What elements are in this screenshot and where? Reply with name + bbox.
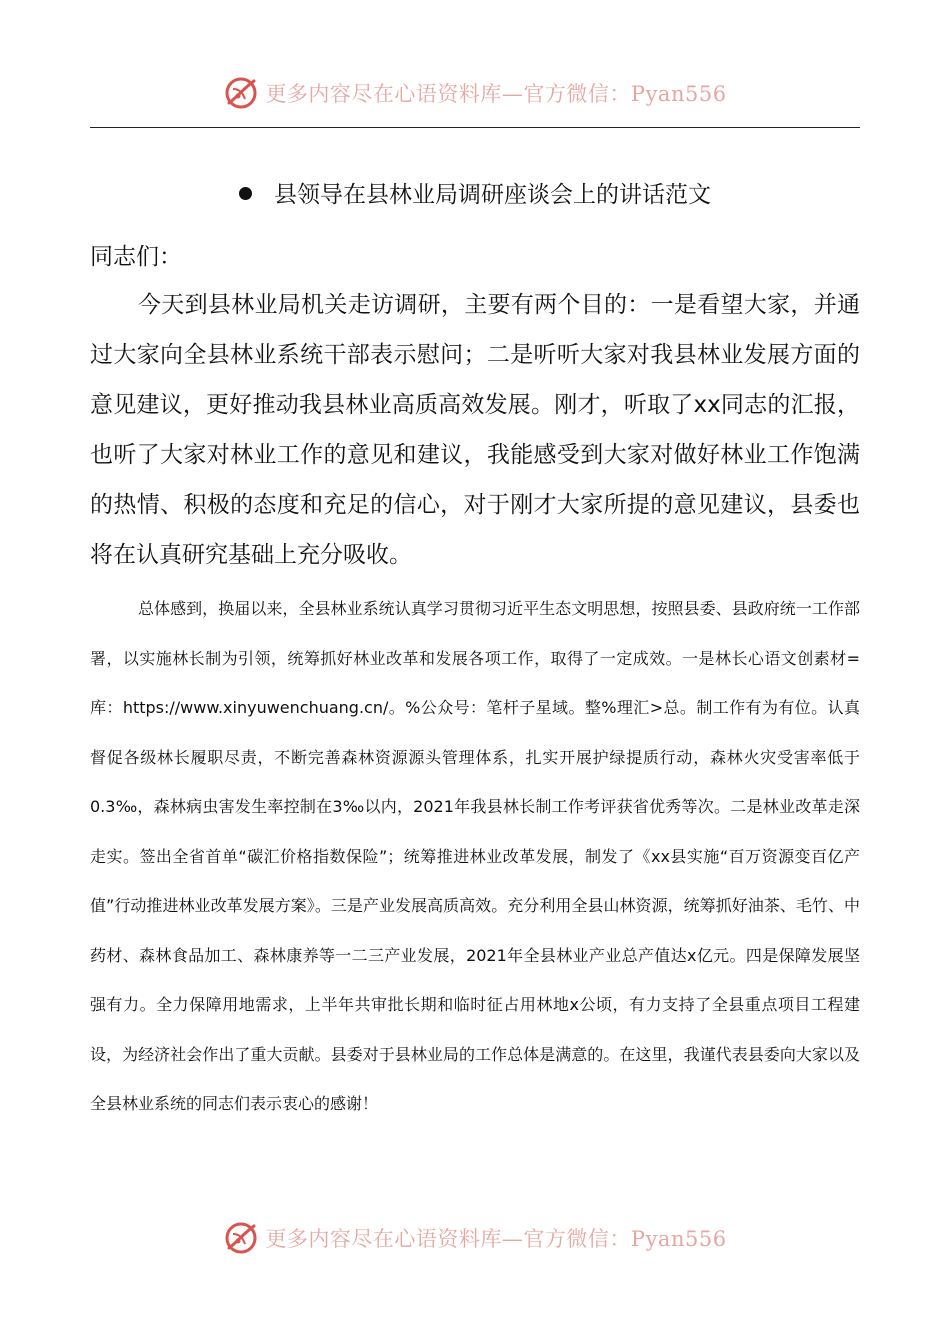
salutation: 同志们： xyxy=(90,244,182,270)
header-watermark xyxy=(0,71,950,115)
watermark-text: 更多内容尽在心语资料库—官方微信：Pyan556 xyxy=(265,1227,727,1251)
document-title: 县领导在县林业局调研座谈会上的讲话范文 xyxy=(274,182,711,208)
bullet-icon xyxy=(239,187,252,200)
brush-logo-icon xyxy=(223,75,259,111)
brush-logo-icon xyxy=(223,1220,259,1256)
footer-watermark xyxy=(0,1216,950,1260)
header-divider xyxy=(90,127,860,128)
paragraph-summary: 总体感到，换届以来，全县林业系统认真学习贯彻习近平生态文明思想，按照县委、县政府统一工作部署，以实施林长制为引领，统筹抓好林业改革和发展各项工作，取得了一定成效。一是林长心语文创素材=库：https://www.xinyuwenchuang.cn/。%公众号：笔杆子星域。整%理汇>总。制工作有为有位。认真督促各级林长履职尽责，不断完善森林资源源头管理体系，扎实开展护绿提质行动，森林火灾受害率低于0.3‰，森林病虫害发生率控制在3‰以内，2021年我县林长制工作考评获省优秀等次。二是林业改革走深走实。签出全省首单“碳汇价格指数保险”；统筹推进林业改革发展，制发了《xx县实施“百万资源变百亿产值”行动推进林业改革发展方案》。三是产业发展高质高效。充分利用全县山林资源，统筹抓好油茶、毛竹、中药材、森林食品加工、森林康养等一二三产业发展，2021年全县林业产业总产值达x亿元。四是保障发展坚强有力。全力保障用地需求，上半年共审批长期和临时征占用林地x公顷，有力支持了全县重点项目工程建设，为经济社会作出了重大贡献。县委对于县林业局的工作总体是满意的。在这里，我谨代表县委向大家以及全县林业系统的同志们表示衷心的感谢！ xyxy=(90,599,860,1113)
paragraph-intro: 今天到县林业局机关走访调研，主要有两个目的：一是看望大家，并通过大家向全县林业系统干部表示慰问；二是听听大家对我县林业发展方面的意见建议，更好推动我县林业高质高效发展。刚才，听取了xx同志的汇报，也听了大家对林业工作的意见和建议，我能感受到大家对做好林业工作饱满的热情、积极的态度和充足的信心，对于刚才大家所提的意见建议，县委也将在认真研究基础上充分吸收。 xyxy=(90,292,860,568)
watermark-text: 更多内容尽在心语资料库—官方微信：Pyan556 xyxy=(265,82,727,106)
document-title-row xyxy=(0,176,950,209)
